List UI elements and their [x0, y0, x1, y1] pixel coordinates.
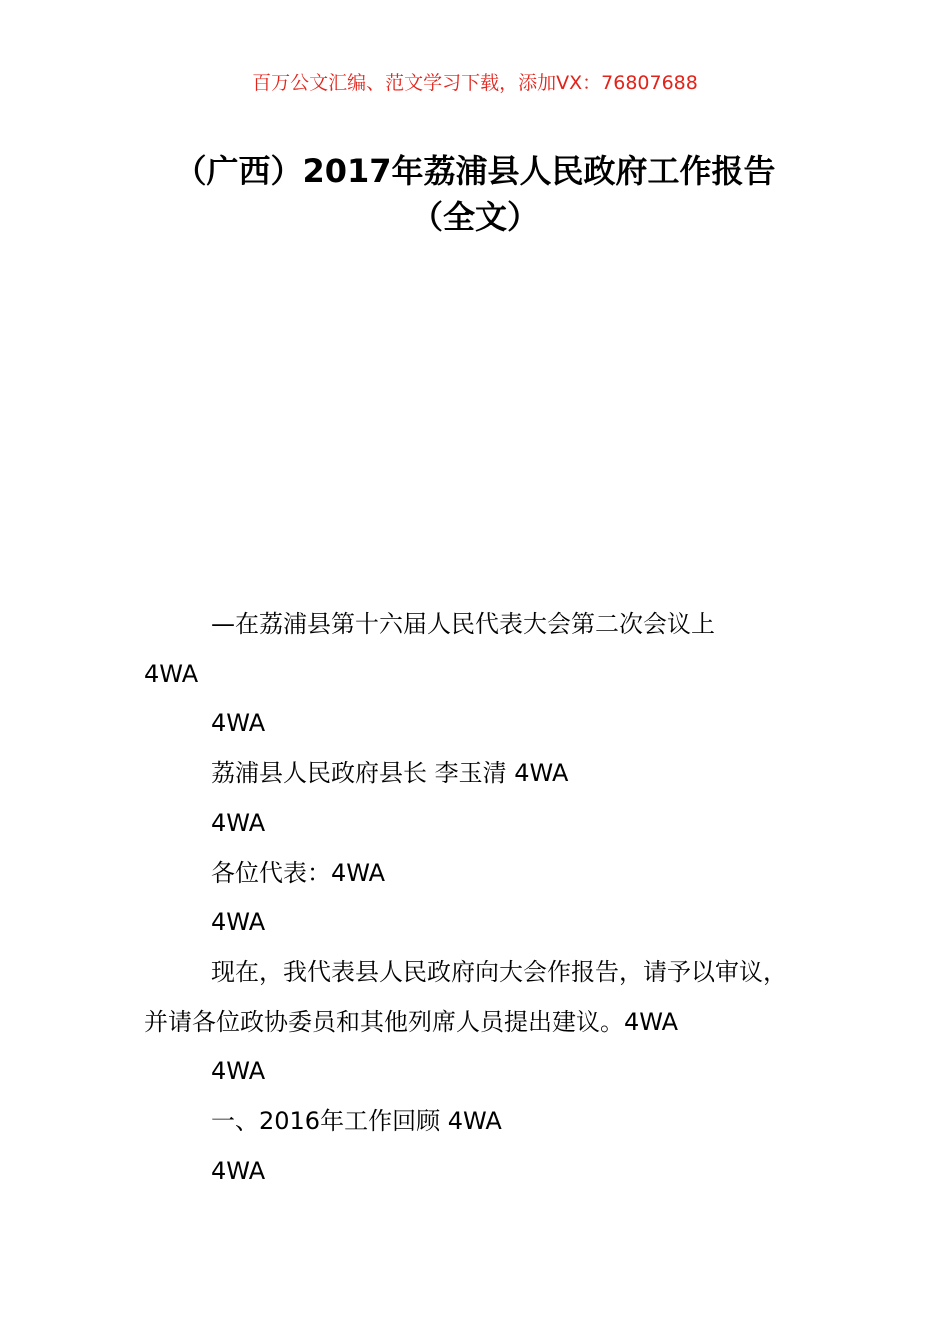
- body-line: 4WA: [211, 908, 266, 937]
- body-line: 4WA: [211, 808, 266, 837]
- subtitle-line: —在荔浦县第十六届人民代表大会第二次会议上: [211, 610, 715, 638]
- body-line: 4WA: [211, 709, 266, 738]
- body-line: 4WA: [211, 1057, 266, 1086]
- title-line-1: （广西）2017年荔浦县人民政府工作报告: [174, 152, 776, 190]
- body-line: 4WA: [211, 1156, 266, 1185]
- author-line: 荔浦县人民政府县长 李玉清 4WA: [211, 759, 569, 788]
- section-heading: 一、2016年工作回顾 4WA: [211, 1107, 502, 1136]
- title-line-2: （全文）: [410, 198, 539, 236]
- document-title: [60, 148, 890, 240]
- body-line: 4WA: [144, 659, 199, 688]
- document-body: [144, 600, 834, 1196]
- salutation-line: 各位代表：4WA: [211, 858, 386, 887]
- paragraph-line: 现在，我代表县人民政府向大会作报告，请予以审议，: [211, 957, 787, 986]
- paragraph-line: 并请各位政协委员和其他列席人员提出建议。4WA: [144, 1007, 679, 1036]
- header-watermark: 百万公文汇编、范文学习下载，添加VX：76807688: [252, 72, 698, 94]
